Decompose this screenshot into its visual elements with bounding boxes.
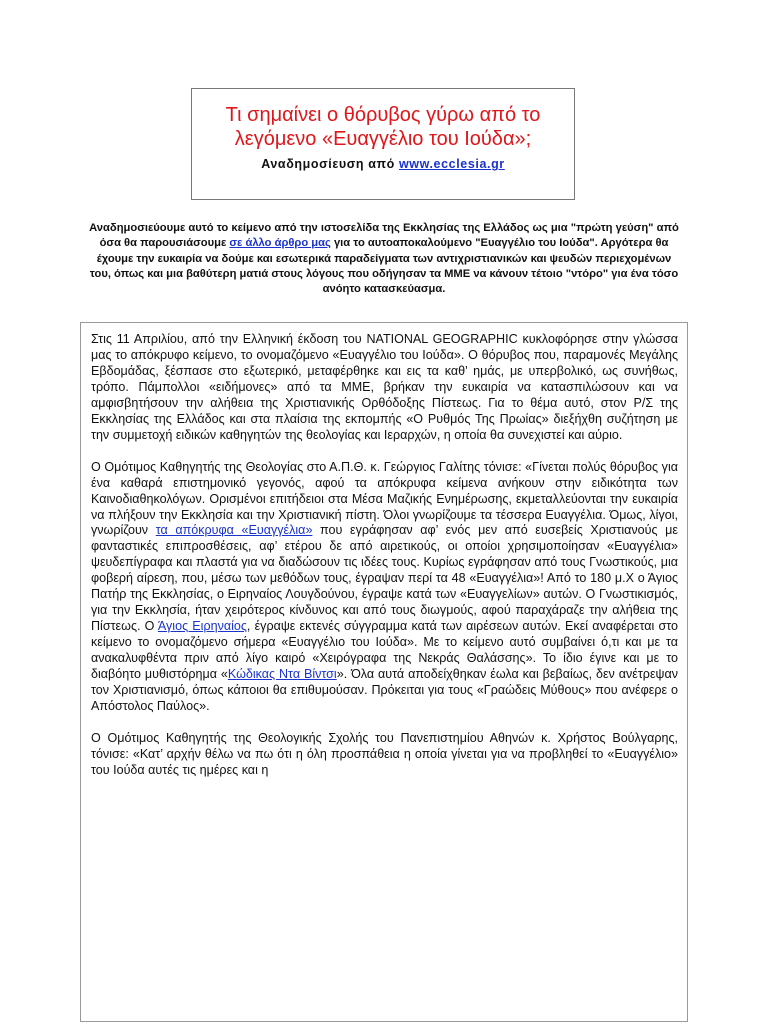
title-box	[191, 88, 575, 200]
saint-irenaeus-link[interactable]: Άγιος Ειρηναίος	[157, 619, 247, 634]
article-paragraph-2	[91, 460, 678, 715]
intro-text-1: Αναδημοσιεύουμε αυτό το κείμενο από την ιστοσελίδα της Εκκλησίας της Ελλάδος ως μια "πρώτη γεύση" από όσα θα παρουσιάσουμε	[89, 222, 679, 250]
republish-line	[192, 157, 574, 171]
da-vinci-code-link[interactable]: Κώδικας Ντα Βίντσι	[227, 667, 337, 682]
intro-paragraph	[86, 221, 682, 297]
other-article-link[interactable]: σε άλλο άρθρο μας	[229, 237, 331, 250]
p2-text-c: , έγραψε εκτενές σύγγραμμα κατά των αιρέσεων αυτών. Εκεί αναφέρεται στο κείμενο το ονομαζόμενο σήμερα «Ευαγγέλιο του Ιούδα». Με το κείμενο αυτό συμβαίνει ό,τι και με τα ανακαλυφθέντα πριν από λίγο καιρό «Χειρόγραφα της Νεκράς Θαλάσσης». Το ίδιο έγινε και με το διαβόητο μυθιστόρημα «	[91, 619, 678, 682]
p2-text-a: Ο Ομότιμος Καθηγητής της Θεολογίας στο Α.Π.Θ. κ. Γεώργιος Γαλίτης τόνισε: «Γίνεται πολύς θόρυβος για ένα καθαρά επιστημονικό γεγονός, αφού τα απόκρυφα κείμενα ανήκουν στην ειδικότητα των Καινοδιαθηκολόγων. Ορισμένοι επιτήδειοι στα Μέσα Μαζικής Ενημέρωσης, εκμεταλλεύονται την ευκαιρία να πλήξουν την Εκκλησία και την Χριστιανική πίστη. Όλοι γνωρίζουμε τα τέσσερα Ευαγγέλια. Όμως, λίγοι, γνωρίζουν	[91, 459, 678, 538]
apocrypha-link[interactable]: τα απόκρυφα «Ευαγγέλια»	[155, 523, 313, 538]
article-paragraph-1: Στις 11 Απριλίου, από την Ελληνική έκδοση του NATIONAL GEOGRAPHIC κυκλοφόρησε στην γλώσσα μας το απόκρυφο κείμενο, το ονομαζόμενο «Ευαγγέλιο του Ιούδα». Ο θόρυβος που, παραμονές Μεγάλης Εβδομάδας, ξέσπασε στο εξωτερικό, μεταφέρθηκε και εις τα καθ’ ημάς, με υπερβολικό, ως συνήθως, τρόπο. Πάμπολλοι «ειδήμονες» από τα ΜΜΕ, βρήκαν την ευκαιρία να κατασπιλώσουν και να αμφισβητήσουν την αλήθεια της Χριστιανικής Ορθόδοξης Πίστεως. Για το θέμα αυτό, στον Ρ/Σ της Εκκλησίας της Ελλάδος και στα πλαίσια της εκπομπής «Ο Ρυθμός Της Πρωίας» διεξήχθη συζήτηση με την συμμετοχή ειδικών καθηγητών της θεολογίας και Ιεραρχών, η οποία θα συνεχιστεί και αύριο.	[91, 332, 678, 442]
ecclesia-link[interactable]: www.ecclesia.gr	[398, 157, 505, 171]
page-title: Τι σημαίνει ο θόρυβος γύρω από το λεγόμενο «Ευαγγέλιο του Ιούδα»;	[225, 104, 541, 150]
republish-prefix: Αναδημοσίευση από	[261, 157, 399, 171]
p2-text-b: που εγράφησαν αφ’ ενός μεν από ευσεβείς Χριστιανούς με φανταστικές επιπροσθέσεις, αφ’ ετέρου δε από αιρετικούς, οι οποίοι χρησιμοποίησαν «Ευαγγέλια» ψευδεπίγραφα και πλαστά για να διαδώσουν τις ιδέες τους. Κυρίως εγράφησαν από τους Γνωστικούς, μια φοβερή αίρεση, που, μέσω των μεθόδων τους, έγραψαν περί τα 48 «Ευαγγέλια»! Από το 180 μ.Χ ο Άγιος Πατήρ της Εκκλησίας, ο Ειρηναίος Λουγδούνου, έγραψε κατά των «Ευαγγελίων» αυτών. Ο Γνωστικισμός, για την Εκκλησία, ήταν χειρότερος κίνδυνος και από τους διωγμούς, αφού παραχάραζε την αλήθεια της Πίστεως. Ο	[91, 523, 678, 634]
article-box	[80, 322, 688, 1022]
article-paragraph-3: Ο Ομότιμος Καθηγητής της Θεολογικής Σχολής του Πανεπιστημίου Αθηνών κ. Χρήστος Βούλγαρης, τόνισε: «Κατ’ αρχήν θέλω να πω ότι η όλη προσπάθεια η οποία γίνεται για να προβληθεί το «Ευαγγέλιο» του Ιούδα αυτές τις ημέρες και η	[91, 730, 678, 777]
p2-text-d: ». Όλα αυτά αποδείχθηκαν έωλα και βεβαίως, δεν ανέτρεψαν τον Χριστιανισμό, όπως κάποιοι θα επιθυμούσαν. Πρόκειται για τους «Γραώδεις Μύθους» που ανέφερε ο Απόστολος Παύλος».	[91, 667, 679, 713]
intro-text-2: για το αυτοαποκαλούμενο "Ευαγγέλιο του Ιούδα". Αργότερα θα έχουμε την ευκαιρία να δούμε και εσωτερικά παραδείγματα των αντιχριστιανικών και ψευδών περιεχομένων του, όπως και μια βαθύτερη ματιά στους λόγους που οδήγησαν τα ΜΜΕ να κάνουν τέτοιο "ντόρο" για ένα τόσο ανόητο κατασκεύασμα.	[89, 237, 679, 296]
